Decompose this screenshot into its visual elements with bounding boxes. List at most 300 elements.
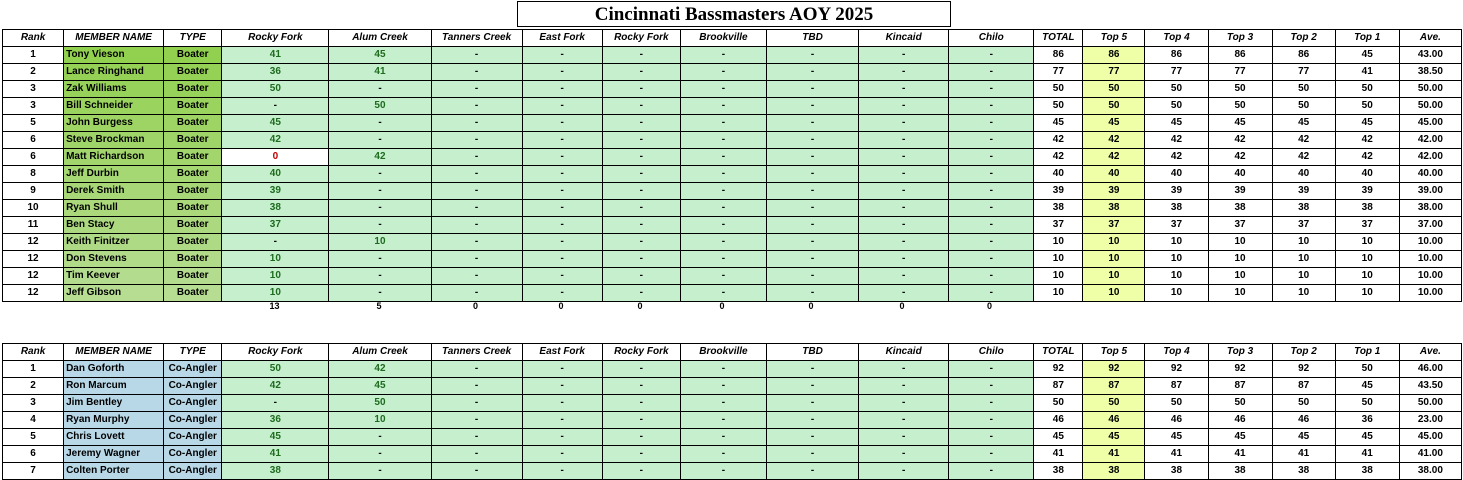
member-name-cell: Jeremy Wagner bbox=[64, 446, 164, 463]
column-header[interactable]: Chilo bbox=[949, 344, 1034, 361]
top5-cell: 50 bbox=[1083, 81, 1145, 98]
top3-cell: 50 bbox=[1208, 395, 1272, 412]
table-row[interactable] bbox=[3, 132, 1462, 149]
rank-cell: 2 bbox=[3, 64, 64, 81]
event-score-cell: - bbox=[431, 98, 522, 115]
event-score-cell: - bbox=[766, 378, 858, 395]
table-row[interactable] bbox=[3, 361, 1462, 378]
top2-cell: 92 bbox=[1272, 361, 1335, 378]
type-cell: Boater bbox=[164, 47, 222, 64]
event-participation-counts bbox=[2, 300, 1462, 314]
event-score-cell: - bbox=[680, 234, 766, 251]
event-score-cell: 50 bbox=[329, 98, 431, 115]
top2-cell: 10 bbox=[1272, 251, 1335, 268]
event-score-cell: - bbox=[602, 217, 680, 234]
event-score-cell: - bbox=[602, 234, 680, 251]
column-header[interactable]: Kincaid bbox=[859, 30, 949, 47]
event-score-cell: 45 bbox=[222, 115, 329, 132]
page-title: Cincinnati Bassmasters AOY 2025 bbox=[517, 1, 951, 27]
table-row[interactable] bbox=[3, 149, 1462, 166]
event-score-cell: - bbox=[949, 268, 1034, 285]
table-row[interactable] bbox=[3, 81, 1462, 98]
top4-cell: 50 bbox=[1145, 98, 1208, 115]
column-header[interactable]: Brookville bbox=[680, 344, 766, 361]
event-score-cell: 40 bbox=[222, 166, 329, 183]
table-row[interactable] bbox=[3, 234, 1462, 251]
event-score-cell: - bbox=[766, 47, 858, 64]
average-cell: 10.00 bbox=[1399, 285, 1461, 302]
top4-cell: 77 bbox=[1145, 64, 1208, 81]
table-row[interactable] bbox=[3, 378, 1462, 395]
member-name-cell: Jim Bentley bbox=[64, 395, 164, 412]
top2-cell: 46 bbox=[1272, 412, 1335, 429]
column-header[interactable]: Top 5 bbox=[1083, 344, 1145, 361]
top3-cell: 45 bbox=[1208, 429, 1272, 446]
rank-cell: 4 bbox=[3, 412, 64, 429]
event-score-cell: 10 bbox=[222, 251, 329, 268]
top5-cell: 50 bbox=[1083, 395, 1145, 412]
top1-cell: 50 bbox=[1335, 395, 1399, 412]
column-header[interactable]: Ave. bbox=[1399, 30, 1461, 47]
event-score-cell: - bbox=[680, 463, 766, 480]
column-header[interactable]: Ave. bbox=[1399, 344, 1461, 361]
average-cell: 38.00 bbox=[1399, 463, 1461, 480]
event-score-cell: - bbox=[329, 132, 431, 149]
top3-cell: 45 bbox=[1208, 115, 1272, 132]
event-score-cell: 50 bbox=[329, 395, 431, 412]
member-name-cell: Matt Richardson bbox=[64, 149, 164, 166]
top1-cell: 38 bbox=[1335, 463, 1399, 480]
event-score-cell: - bbox=[680, 200, 766, 217]
event-score-cell: - bbox=[431, 81, 522, 98]
event-score-cell: - bbox=[431, 132, 522, 149]
top4-cell: 40 bbox=[1145, 166, 1208, 183]
event-score-cell: - bbox=[680, 395, 766, 412]
average-cell: 50.00 bbox=[1399, 81, 1461, 98]
event-score-cell: - bbox=[766, 285, 858, 302]
table-row[interactable] bbox=[3, 166, 1462, 183]
event-score-cell: - bbox=[602, 47, 680, 64]
top2-cell: 50 bbox=[1272, 81, 1335, 98]
event-score-cell: - bbox=[329, 285, 431, 302]
event-score-cell: - bbox=[680, 412, 766, 429]
column-header[interactable]: Chilo bbox=[949, 30, 1034, 47]
rank-cell: 3 bbox=[3, 81, 64, 98]
event-score-cell: - bbox=[766, 395, 858, 412]
event-score-cell: - bbox=[680, 217, 766, 234]
top3-cell: 87 bbox=[1208, 378, 1272, 395]
event-score-cell: - bbox=[522, 149, 602, 166]
top5-cell: 45 bbox=[1083, 115, 1145, 132]
event-score-cell: - bbox=[431, 183, 522, 200]
event-count: 0 bbox=[986, 301, 992, 311]
top1-cell: 50 bbox=[1335, 361, 1399, 378]
top2-cell: 50 bbox=[1272, 395, 1335, 412]
table-row[interactable] bbox=[3, 98, 1462, 115]
average-cell: 45.00 bbox=[1399, 115, 1461, 132]
event-score-cell: - bbox=[602, 132, 680, 149]
event-score-cell: - bbox=[680, 47, 766, 64]
column-header[interactable]: Top 4 bbox=[1145, 30, 1208, 47]
column-header[interactable]: TOTAL bbox=[1034, 344, 1083, 361]
event-score-cell: - bbox=[766, 446, 858, 463]
table-row[interactable] bbox=[3, 412, 1462, 429]
event-score-cell: 37 bbox=[222, 217, 329, 234]
event-score-cell: - bbox=[680, 268, 766, 285]
event-score-cell: 38 bbox=[222, 463, 329, 480]
average-cell: 43.50 bbox=[1399, 378, 1461, 395]
top4-cell: 50 bbox=[1145, 81, 1208, 98]
type-cell: Boater bbox=[164, 132, 222, 149]
event-score-cell: - bbox=[522, 115, 602, 132]
event-count: 0 bbox=[899, 301, 905, 311]
top3-cell: 86 bbox=[1208, 47, 1272, 64]
average-cell: 10.00 bbox=[1399, 268, 1461, 285]
top3-cell: 42 bbox=[1208, 149, 1272, 166]
column-header[interactable]: Rocky Fork bbox=[222, 344, 329, 361]
event-score-cell: 10 bbox=[222, 285, 329, 302]
type-cell: Co-Angler bbox=[164, 429, 222, 446]
event-score-cell: - bbox=[859, 149, 949, 166]
rank-cell: 10 bbox=[3, 200, 64, 217]
event-score-cell: - bbox=[222, 234, 329, 251]
top5-cell: 42 bbox=[1083, 149, 1145, 166]
event-score-cell: 42 bbox=[222, 132, 329, 149]
event-score-cell: - bbox=[859, 115, 949, 132]
top3-cell: 10 bbox=[1208, 285, 1272, 302]
event-score-cell: - bbox=[949, 132, 1034, 149]
top2-cell: 10 bbox=[1272, 268, 1335, 285]
top4-cell: 10 bbox=[1145, 285, 1208, 302]
total-cell: 46 bbox=[1034, 412, 1083, 429]
top2-cell: 50 bbox=[1272, 98, 1335, 115]
event-score-cell: - bbox=[431, 412, 522, 429]
event-score-cell: - bbox=[859, 412, 949, 429]
header-row bbox=[3, 30, 1462, 47]
event-score-cell: - bbox=[329, 200, 431, 217]
event-score-cell: - bbox=[431, 47, 522, 64]
member-name-cell: Chris Lovett bbox=[64, 429, 164, 446]
top5-cell: 10 bbox=[1083, 234, 1145, 251]
rank-cell: 12 bbox=[3, 268, 64, 285]
top3-cell: 46 bbox=[1208, 412, 1272, 429]
event-score-cell: - bbox=[859, 64, 949, 81]
top5-cell: 10 bbox=[1083, 285, 1145, 302]
top2-cell: 41 bbox=[1272, 446, 1335, 463]
total-cell: 37 bbox=[1034, 217, 1083, 234]
type-cell: Boater bbox=[164, 64, 222, 81]
event-score-cell: - bbox=[949, 234, 1034, 251]
event-score-cell: - bbox=[431, 361, 522, 378]
top2-cell: 86 bbox=[1272, 47, 1335, 64]
event-score-cell: - bbox=[522, 217, 602, 234]
event-score-cell: 42 bbox=[329, 361, 431, 378]
column-header[interactable]: Tanners Creek bbox=[431, 30, 522, 47]
top1-cell: 39 bbox=[1335, 183, 1399, 200]
top3-cell: 38 bbox=[1208, 200, 1272, 217]
table-row[interactable] bbox=[3, 463, 1462, 480]
table-row[interactable] bbox=[3, 47, 1462, 64]
event-score-cell: - bbox=[949, 81, 1034, 98]
top1-cell: 38 bbox=[1335, 200, 1399, 217]
event-score-cell: - bbox=[859, 463, 949, 480]
table-row[interactable] bbox=[3, 200, 1462, 217]
type-cell: Co-Angler bbox=[164, 395, 222, 412]
table-row[interactable] bbox=[3, 115, 1462, 132]
event-score-cell: - bbox=[329, 446, 431, 463]
event-score-cell: - bbox=[949, 200, 1034, 217]
event-score-cell: - bbox=[766, 234, 858, 251]
member-name-cell: Keith Finitzer bbox=[64, 234, 164, 251]
column-header[interactable]: Top 3 bbox=[1208, 344, 1272, 361]
column-header[interactable]: Rocky Fork bbox=[602, 344, 680, 361]
event-score-cell: - bbox=[431, 463, 522, 480]
event-score-cell: - bbox=[602, 200, 680, 217]
type-cell: Boater bbox=[164, 81, 222, 98]
rank-cell: 8 bbox=[3, 166, 64, 183]
column-header[interactable]: Brookville bbox=[680, 30, 766, 47]
average-cell: 46.00 bbox=[1399, 361, 1461, 378]
event-score-cell: - bbox=[431, 64, 522, 81]
table-row[interactable] bbox=[3, 446, 1462, 463]
column-header[interactable]: East Fork bbox=[522, 344, 602, 361]
event-score-cell: - bbox=[680, 429, 766, 446]
top5-cell: 46 bbox=[1083, 412, 1145, 429]
rank-cell: 6 bbox=[3, 149, 64, 166]
event-score-cell: - bbox=[522, 132, 602, 149]
top3-cell: 37 bbox=[1208, 217, 1272, 234]
event-score-cell: - bbox=[602, 149, 680, 166]
top4-cell: 10 bbox=[1145, 251, 1208, 268]
event-score-cell: - bbox=[859, 98, 949, 115]
event-score-cell: - bbox=[329, 268, 431, 285]
event-score-cell: - bbox=[859, 361, 949, 378]
event-score-cell: - bbox=[222, 395, 329, 412]
total-cell: 10 bbox=[1034, 234, 1083, 251]
rank-cell: 6 bbox=[3, 446, 64, 463]
member-name-cell: Ron Marcum bbox=[64, 378, 164, 395]
rank-cell: 5 bbox=[3, 115, 64, 132]
event-score-cell: - bbox=[859, 47, 949, 64]
table-row[interactable] bbox=[3, 268, 1462, 285]
column-header[interactable]: Top 5 bbox=[1083, 30, 1145, 47]
event-score-cell: - bbox=[859, 217, 949, 234]
event-score-cell: 45 bbox=[329, 47, 431, 64]
table-row[interactable] bbox=[3, 64, 1462, 81]
top1-cell: 10 bbox=[1335, 251, 1399, 268]
column-header[interactable]: TYPE bbox=[164, 30, 222, 47]
top1-cell: 42 bbox=[1335, 132, 1399, 149]
event-count: 0 bbox=[808, 301, 814, 311]
event-score-cell: - bbox=[522, 378, 602, 395]
coangler-standings-table bbox=[2, 343, 1462, 480]
member-name-cell: Ben Stacy bbox=[64, 217, 164, 234]
type-cell: Boater bbox=[164, 115, 222, 132]
event-score-cell: - bbox=[602, 412, 680, 429]
column-header[interactable]: TYPE bbox=[164, 344, 222, 361]
top2-cell: 10 bbox=[1272, 285, 1335, 302]
event-score-cell: - bbox=[329, 251, 431, 268]
type-cell: Co-Angler bbox=[164, 463, 222, 480]
event-score-cell: - bbox=[949, 115, 1034, 132]
column-header[interactable]: TBD bbox=[766, 344, 858, 361]
member-name-cell: Derek Smith bbox=[64, 183, 164, 200]
top3-cell: 10 bbox=[1208, 268, 1272, 285]
column-header[interactable]: Kincaid bbox=[859, 344, 949, 361]
member-name-cell: Ryan Shull bbox=[64, 200, 164, 217]
event-score-cell: 10 bbox=[222, 268, 329, 285]
column-header[interactable]: Tanners Creek bbox=[431, 344, 522, 361]
top1-cell: 41 bbox=[1335, 64, 1399, 81]
column-header[interactable]: MEMBER NAME bbox=[64, 344, 164, 361]
total-cell: 45 bbox=[1034, 115, 1083, 132]
table-row[interactable] bbox=[3, 183, 1462, 200]
top3-cell: 39 bbox=[1208, 183, 1272, 200]
average-cell: 50.00 bbox=[1399, 395, 1461, 412]
type-cell: Boater bbox=[164, 149, 222, 166]
event-score-cell: - bbox=[602, 183, 680, 200]
type-cell: Boater bbox=[164, 217, 222, 234]
total-cell: 42 bbox=[1034, 132, 1083, 149]
column-header[interactable]: Top 4 bbox=[1145, 344, 1208, 361]
event-score-cell: 41 bbox=[222, 47, 329, 64]
column-header[interactable]: Alum Creek bbox=[329, 30, 431, 47]
event-score-cell: 41 bbox=[222, 446, 329, 463]
member-name-cell: Steve Brockman bbox=[64, 132, 164, 149]
column-header[interactable]: Rank bbox=[3, 30, 64, 47]
column-header[interactable]: Top 2 bbox=[1272, 30, 1335, 47]
top1-cell: 45 bbox=[1335, 47, 1399, 64]
top2-cell: 77 bbox=[1272, 64, 1335, 81]
average-cell: 23.00 bbox=[1399, 412, 1461, 429]
column-header[interactable]: TBD bbox=[766, 30, 858, 47]
top4-cell: 39 bbox=[1145, 183, 1208, 200]
table-row[interactable] bbox=[3, 429, 1462, 446]
event-score-cell: - bbox=[766, 98, 858, 115]
column-header[interactable]: Rank bbox=[3, 344, 64, 361]
event-score-cell: - bbox=[766, 268, 858, 285]
top5-cell: 77 bbox=[1083, 64, 1145, 81]
event-score-cell: - bbox=[766, 166, 858, 183]
total-cell: 10 bbox=[1034, 268, 1083, 285]
event-score-cell: - bbox=[859, 166, 949, 183]
event-score-cell: - bbox=[680, 115, 766, 132]
member-name-cell: Colten Porter bbox=[64, 463, 164, 480]
member-name-cell: Tim Keever bbox=[64, 268, 164, 285]
top4-cell: 38 bbox=[1145, 200, 1208, 217]
column-header[interactable]: TOTAL bbox=[1034, 30, 1083, 47]
event-score-cell: - bbox=[522, 268, 602, 285]
event-score-cell: - bbox=[766, 200, 858, 217]
event-score-cell: - bbox=[949, 64, 1034, 81]
event-score-cell: - bbox=[949, 412, 1034, 429]
boater-standings-table bbox=[2, 29, 1462, 302]
type-cell: Boater bbox=[164, 285, 222, 302]
rank-cell: 11 bbox=[3, 217, 64, 234]
table-row[interactable] bbox=[3, 395, 1462, 412]
top5-cell: 40 bbox=[1083, 166, 1145, 183]
rank-cell: 12 bbox=[3, 285, 64, 302]
top5-cell: 92 bbox=[1083, 361, 1145, 378]
event-score-cell: - bbox=[602, 463, 680, 480]
event-score-cell: - bbox=[766, 115, 858, 132]
event-score-cell: - bbox=[431, 285, 522, 302]
column-header[interactable]: Alum Creek bbox=[329, 344, 431, 361]
top2-cell: 42 bbox=[1272, 149, 1335, 166]
event-score-cell: - bbox=[949, 446, 1034, 463]
column-header[interactable]: East Fork bbox=[522, 30, 602, 47]
event-score-cell: 36 bbox=[222, 412, 329, 429]
column-header[interactable]: Top 1 bbox=[1335, 344, 1399, 361]
event-score-cell: - bbox=[522, 47, 602, 64]
event-score-cell: - bbox=[431, 115, 522, 132]
event-count: 5 bbox=[376, 301, 382, 311]
rank-cell: 12 bbox=[3, 234, 64, 251]
event-score-cell: - bbox=[766, 217, 858, 234]
event-score-cell: - bbox=[329, 81, 431, 98]
event-score-cell: - bbox=[859, 429, 949, 446]
total-cell: 45 bbox=[1034, 429, 1083, 446]
total-cell: 50 bbox=[1034, 395, 1083, 412]
event-score-cell: - bbox=[680, 361, 766, 378]
top1-cell: 36 bbox=[1335, 412, 1399, 429]
column-header[interactable]: Top 2 bbox=[1272, 344, 1335, 361]
column-header[interactable]: Rocky Fork bbox=[222, 30, 329, 47]
event-score-cell: - bbox=[859, 234, 949, 251]
table-row[interactable] bbox=[3, 285, 1462, 302]
rank-cell: 5 bbox=[3, 429, 64, 446]
event-score-cell: - bbox=[522, 429, 602, 446]
top1-cell: 10 bbox=[1335, 234, 1399, 251]
top1-cell: 41 bbox=[1335, 446, 1399, 463]
top1-cell: 10 bbox=[1335, 285, 1399, 302]
column-header[interactable]: Top 1 bbox=[1335, 30, 1399, 47]
event-score-cell: 41 bbox=[329, 64, 431, 81]
table-row[interactable] bbox=[3, 217, 1462, 234]
top2-cell: 42 bbox=[1272, 132, 1335, 149]
table-row[interactable] bbox=[3, 251, 1462, 268]
event-score-cell: - bbox=[431, 446, 522, 463]
column-header[interactable]: Top 3 bbox=[1208, 30, 1272, 47]
average-cell: 41.00 bbox=[1399, 446, 1461, 463]
event-score-cell: - bbox=[680, 64, 766, 81]
top4-cell: 86 bbox=[1145, 47, 1208, 64]
event-score-cell: - bbox=[680, 446, 766, 463]
column-header[interactable]: Rocky Fork bbox=[602, 30, 680, 47]
event-score-cell: 42 bbox=[329, 149, 431, 166]
rank-cell: 1 bbox=[3, 361, 64, 378]
column-header[interactable]: MEMBER NAME bbox=[64, 30, 164, 47]
average-cell: 42.00 bbox=[1399, 132, 1461, 149]
top3-cell: 50 bbox=[1208, 81, 1272, 98]
event-score-cell: - bbox=[859, 446, 949, 463]
event-score-cell: - bbox=[329, 183, 431, 200]
total-cell: 10 bbox=[1034, 251, 1083, 268]
event-score-cell: - bbox=[329, 429, 431, 446]
event-score-cell: - bbox=[680, 285, 766, 302]
average-cell: 42.00 bbox=[1399, 149, 1461, 166]
event-score-cell: - bbox=[602, 446, 680, 463]
total-cell: 50 bbox=[1034, 81, 1083, 98]
top3-cell: 42 bbox=[1208, 132, 1272, 149]
average-cell: 10.00 bbox=[1399, 234, 1461, 251]
event-score-cell: - bbox=[766, 429, 858, 446]
top2-cell: 38 bbox=[1272, 200, 1335, 217]
event-score-cell: - bbox=[602, 115, 680, 132]
event-score-cell: 36 bbox=[222, 64, 329, 81]
event-score-cell: - bbox=[949, 251, 1034, 268]
event-score-cell: 10 bbox=[329, 412, 431, 429]
